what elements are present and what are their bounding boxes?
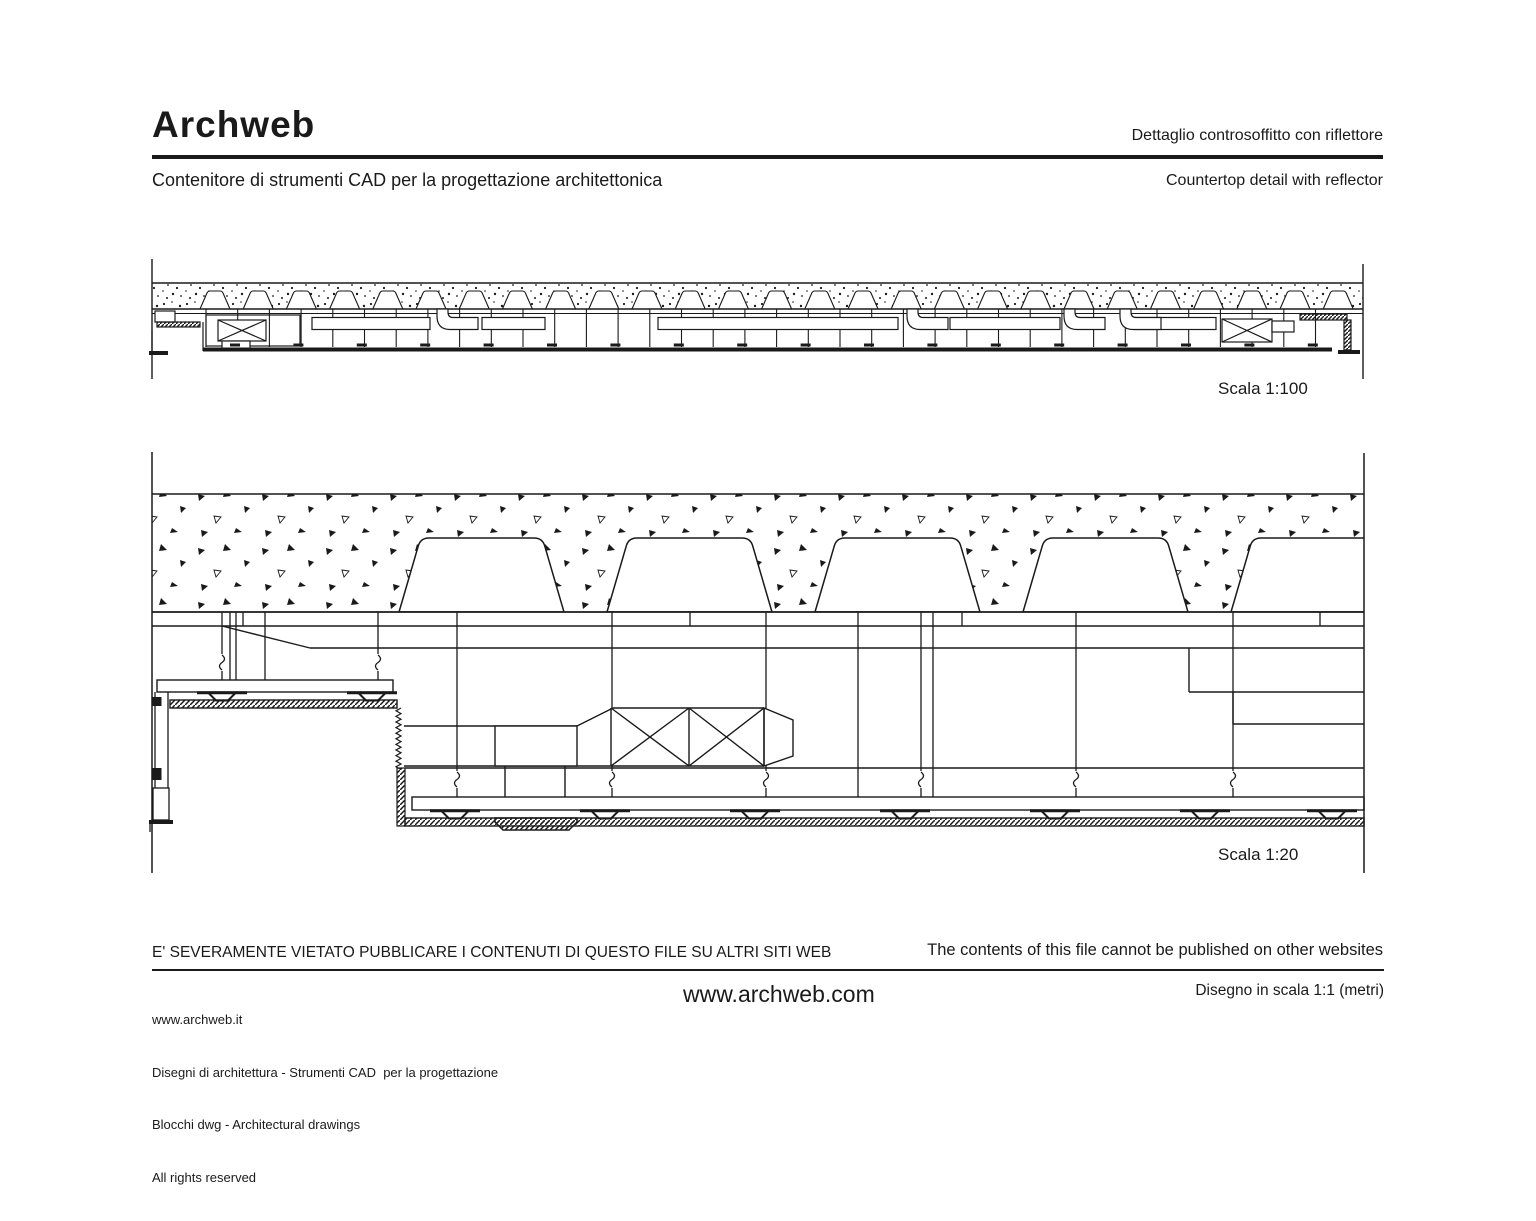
scale-label-20: Scala 1:20 [1218, 845, 1299, 864]
footer-line-4: All rights reserved [152, 1169, 257, 1185]
copyright-warning-italian: E' SEVERAMENTE VIETATO PUBBLICARE I CONTENUTI DI QUESTO FILE SU ALTRI SITI WEB [152, 944, 832, 961]
drawing-scale-20 [140, 440, 1388, 880]
drawing-title-english: Countertop detail with reflector [1166, 172, 1383, 189]
ceiling-panel-left [170, 700, 397, 708]
concrete-slab-100 [152, 283, 1363, 309]
reflector-flange [495, 818, 577, 830]
footer-info-block [152, 976, 498, 1221]
footer-scale-note: Disegno in scala 1:1 (metri) [1195, 982, 1384, 999]
footer-site-center: www.archweb.com [683, 981, 875, 1007]
header-rule [152, 155, 1383, 159]
drawing-title-italian: Dettaglio controsoffitto con riflettore [1131, 127, 1383, 144]
carrier-plate [412, 797, 1364, 810]
ceiling-step [396, 708, 405, 826]
footer-rule [152, 969, 1384, 971]
right-step-shelf [1189, 648, 1364, 724]
cut-line [396, 708, 401, 770]
suspended-ceiling-100 [203, 344, 1332, 352]
scale-label-100: Scala 1:100 [1218, 379, 1308, 398]
raised-ceiling-left [157, 680, 397, 708]
drawing-scale-100 [140, 248, 1388, 398]
footer-site-it: www.archweb.it [152, 1012, 243, 1027]
footer-line-2: Disegni di architettura - Strumenti CAD per la progettazione [152, 1064, 499, 1080]
ceiling-tee-marks-100 [230, 344, 1318, 347]
concrete-slab-20 [152, 494, 1396, 612]
site-subtitle: Contenitore di strumenti CAD per la progettazione architettonica [152, 170, 663, 190]
cross-braced-duct [404, 708, 793, 797]
footer-line-3: Blocchi dwg - Architectural drawings [152, 1117, 361, 1132]
suspended-ceiling-20 [405, 768, 1364, 830]
archweb-logo: Archweb [152, 104, 316, 145]
carrier-plate-left [157, 680, 393, 692]
copyright-warning-english: The contents of this file cannot be published on other websites [927, 941, 1383, 959]
reflector-housing [495, 726, 577, 766]
